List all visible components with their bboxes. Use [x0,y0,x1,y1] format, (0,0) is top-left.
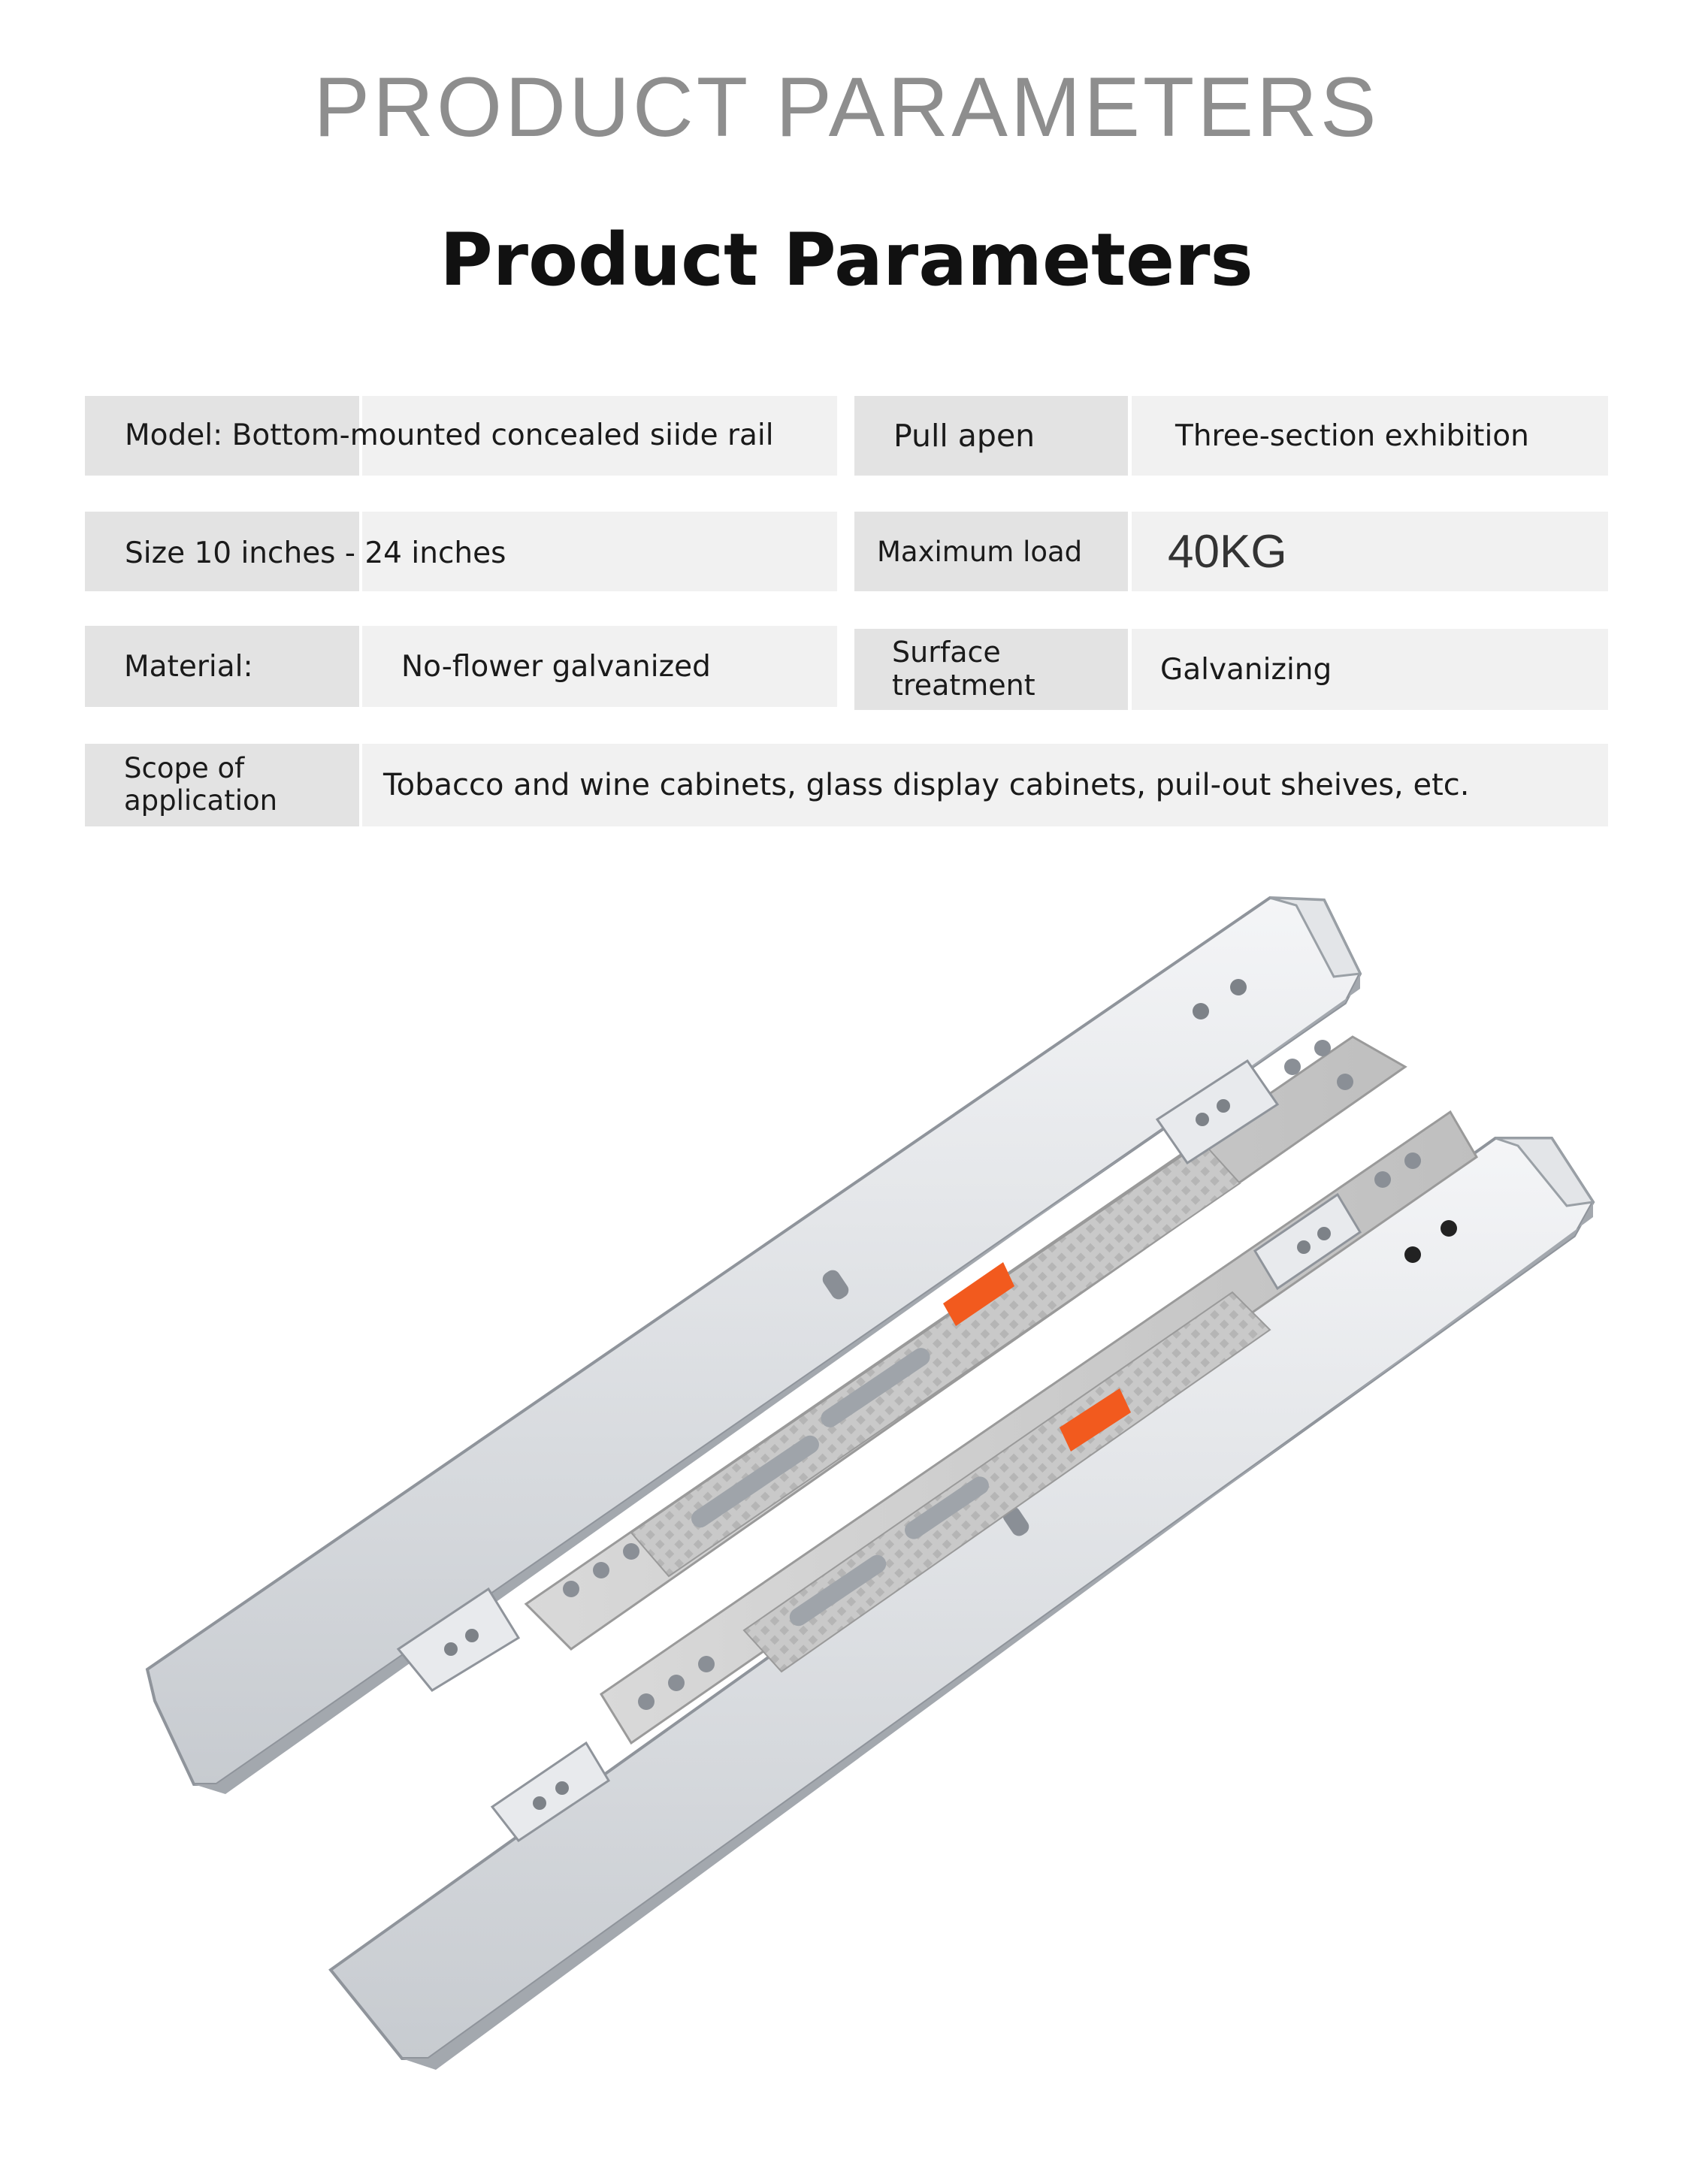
size-text: Size 10 inches - 24 inches [125,536,506,570]
material-value: No-flower galvanized [362,626,837,707]
surface-label: Surface treatment [854,629,1128,710]
model-text: Model: Bottom-mounted concealed siide rail [125,418,774,452]
surface-value: Galvanizing [1132,629,1608,710]
load-value: 40KG [1132,512,1608,591]
page-title: Product Parameters [440,218,1253,302]
scope-value: Tobacco and wine cabinets, glass display cabinets, puil-out sheives, etc. [362,744,1608,826]
material-label: Material: [85,626,359,707]
load-label: Maximum load [854,512,1128,591]
slide-rails-image [0,864,1693,2184]
pull-label: Pull apen [854,396,1128,476]
pull-value: Three-section exhibition [1132,396,1608,476]
page-heading-light: PRODUCT PARAMETERS [313,60,1380,154]
scope-label: Scope of application [85,744,359,826]
